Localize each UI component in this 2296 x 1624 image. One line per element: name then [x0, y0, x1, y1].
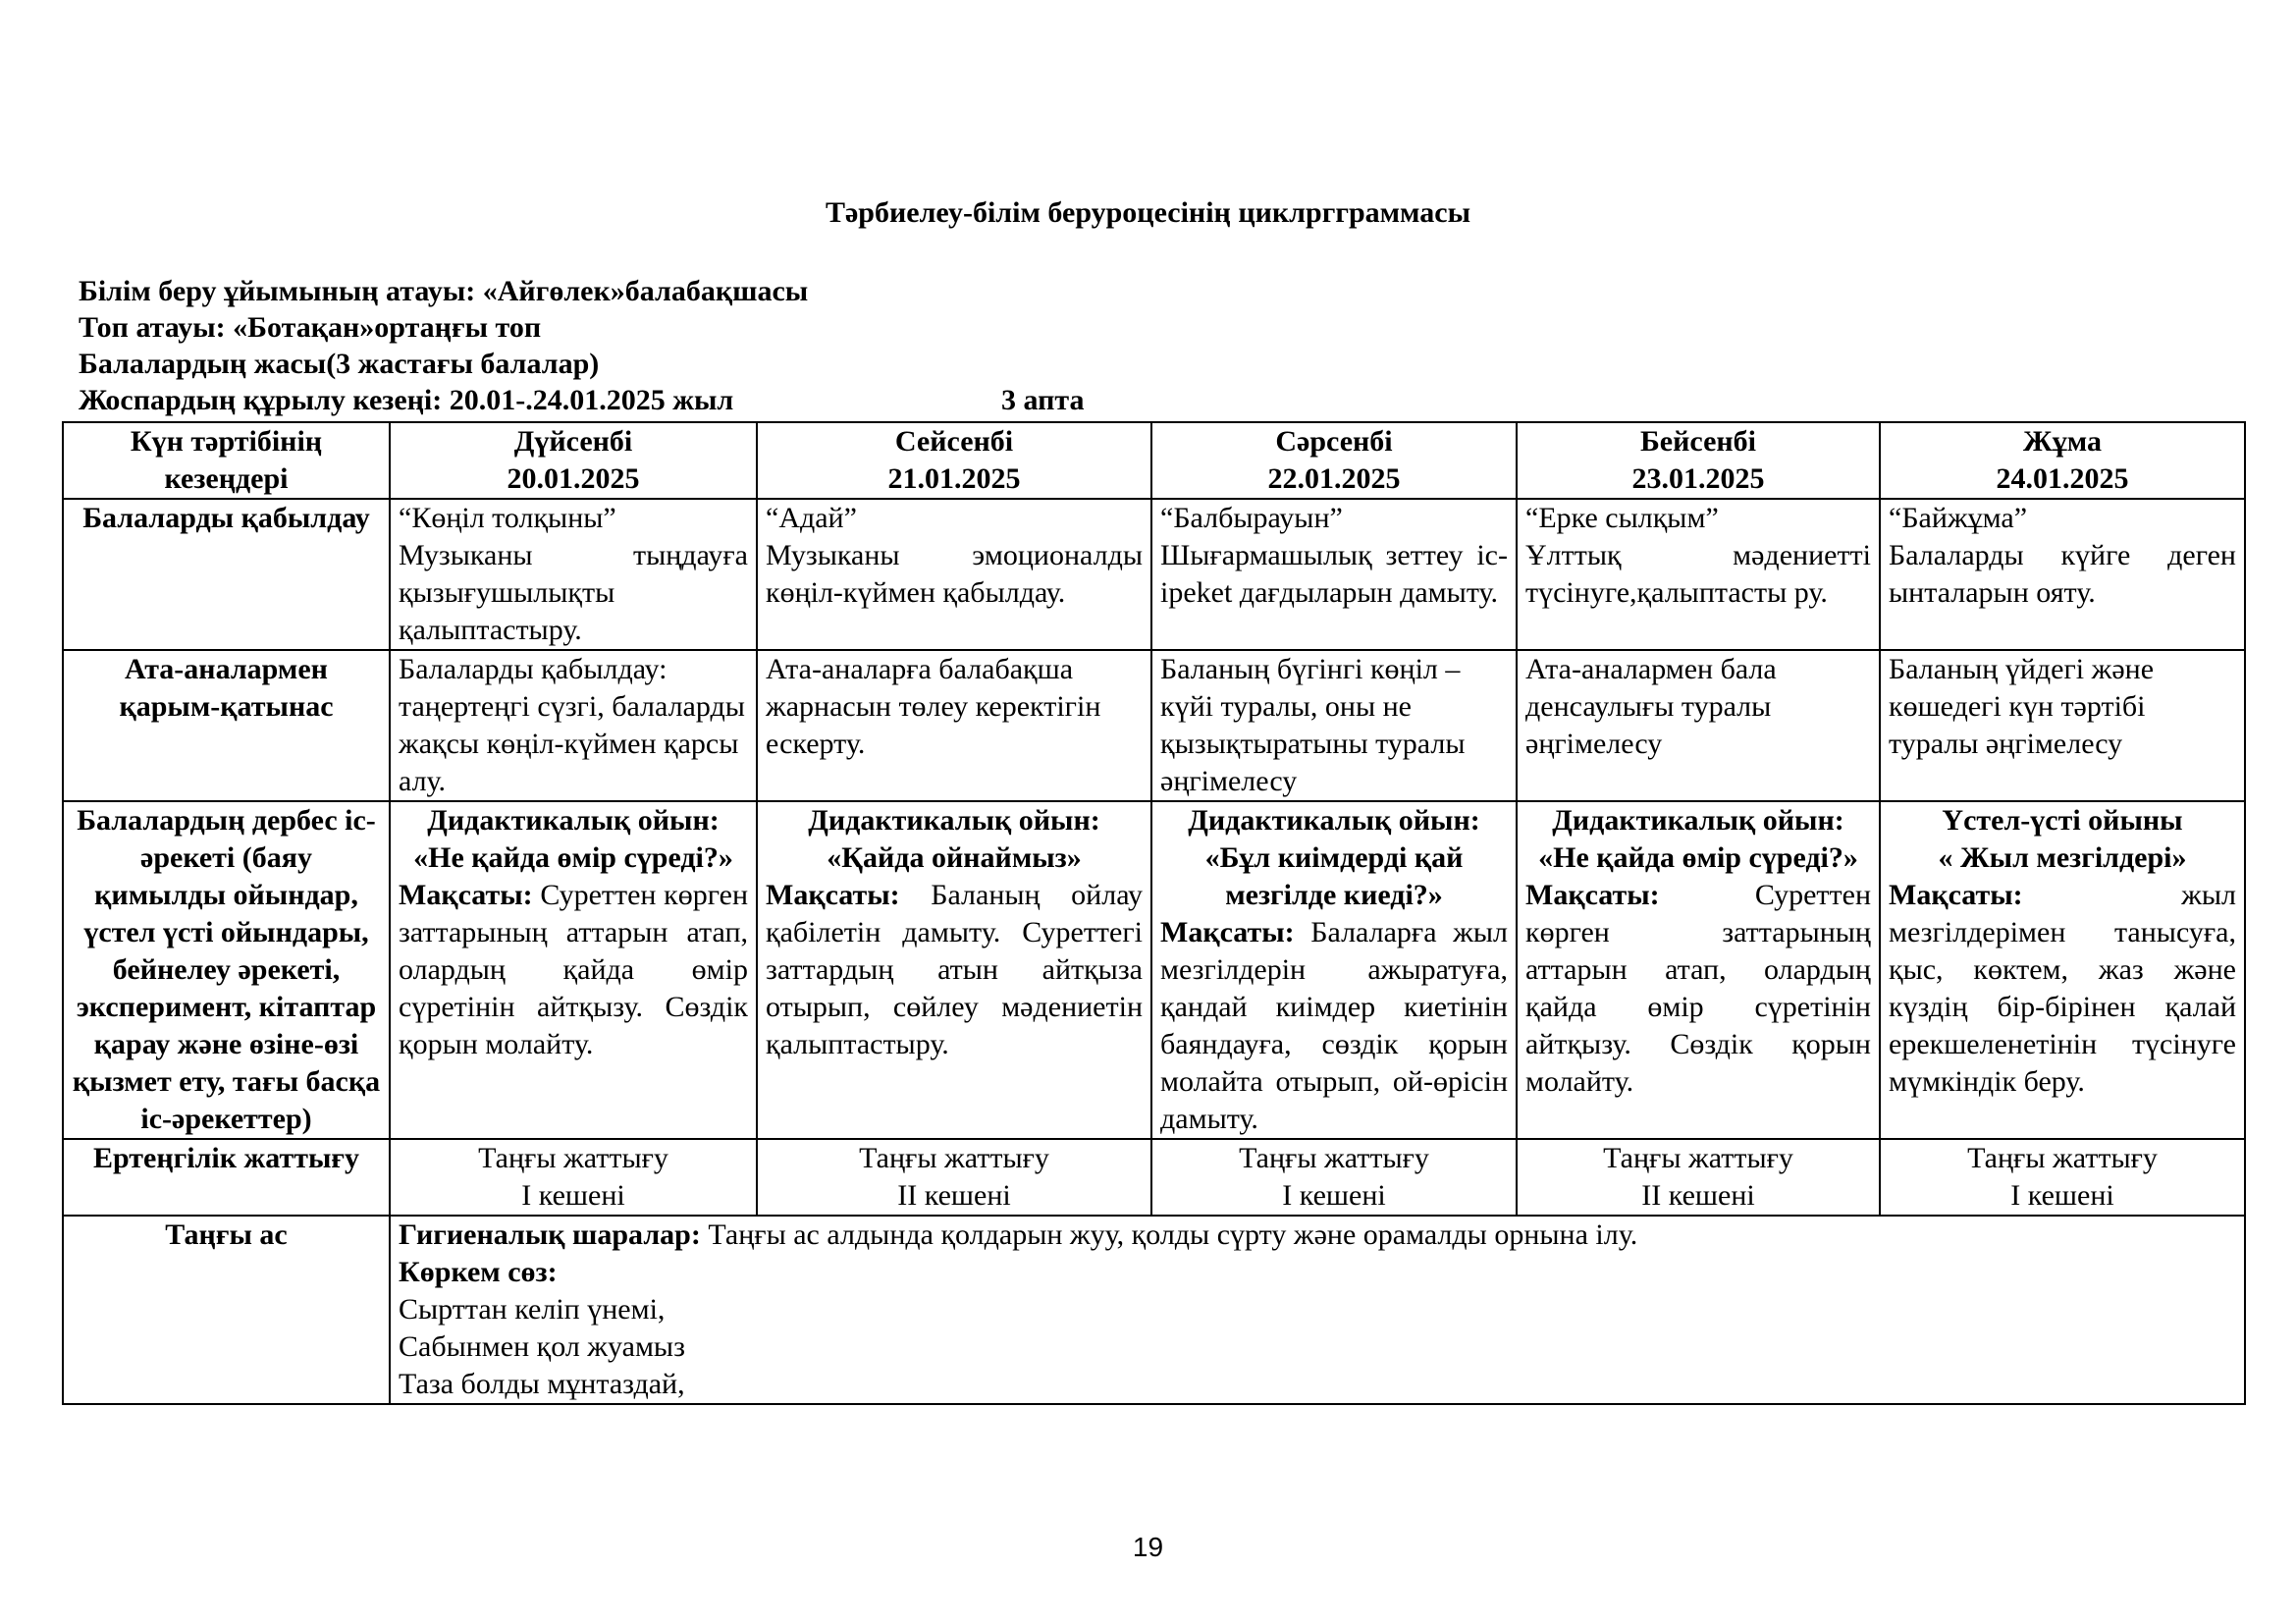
hygiene-text: Таңғы ас алдында қолдарын жуу, қолды сүрту және орамалды орнына ілу.: [708, 1218, 1638, 1251]
game-type: Үстел-үсті ойыны: [1942, 804, 2183, 837]
exercise-set: ІІ кешені: [897, 1179, 1011, 1212]
game-name: «Бұл киімдерді қай мезгілде киеді?»: [1204, 841, 1464, 911]
day-cell: [1517, 650, 1880, 801]
day-date: 20.01.2025: [507, 462, 640, 495]
day-name: Сейсенбі: [894, 425, 1014, 458]
day-cell: [1151, 801, 1517, 1139]
day-date: 22.01.2025: [1267, 462, 1401, 495]
day-name: Бейсенбі: [1639, 425, 1757, 458]
age-line: Балалардың жасы(3 жастағы балалар): [79, 348, 600, 380]
day-cell: [1880, 801, 2245, 1139]
week-number: 3 апта: [1001, 384, 1085, 416]
exercise-title: Таңғы жаттығу: [1603, 1142, 1793, 1174]
breakfast-cell: [390, 1216, 2245, 1404]
header-day-cell: [1517, 422, 1880, 499]
group-line: Топ атауы: «Ботақан»ортаңғы топ: [79, 311, 542, 344]
period-label: Таңғы ас: [165, 1218, 288, 1251]
period-cell: [63, 1216, 390, 1404]
day-date: 24.01.2025: [1996, 462, 2129, 495]
goal-text: Суреттен көрген заттарының аттарын атап, олардың қайда өмір сүретінін айтқызу. Сөздік қорын молайту.: [399, 879, 748, 1060]
period-cell: [63, 499, 390, 650]
song-title: “Ерке сылқым”: [1525, 502, 1719, 534]
game-type: Дидактикалық ойын:: [1188, 804, 1480, 837]
cell-text: Балаларды күйге деген ынталарын ояту.: [1889, 539, 2236, 609]
exercise-title: Таңғы жаттығу: [478, 1142, 668, 1174]
goal-label: Мақсаты:: [399, 879, 533, 911]
song-title: “Байжұма”: [1889, 502, 2028, 534]
header-day-cell: [757, 422, 1151, 499]
cell-text: Музыканы эмоционалды көңіл-күймен қабылдау.: [766, 539, 1143, 609]
song-title: “Көңіл толқыны”: [399, 502, 616, 534]
day-name: Дүйсенбі: [513, 425, 633, 458]
goal-paragraph: [1160, 914, 1508, 1138]
game-name: « Жыл мезгілдері»: [1938, 841, 2187, 874]
game-name: «Не қайда өмір сүреді?»: [413, 841, 733, 874]
exercise-title: Таңғы жаттығу: [1239, 1142, 1429, 1174]
day-cell: [1151, 650, 1517, 801]
poem-line: Сабынмен қол жуамыз: [399, 1330, 685, 1363]
day-cell: [390, 650, 757, 801]
period-label: Ертеңгілік жаттығу: [92, 1142, 360, 1174]
goal-text: Балаларға жыл мезгілдерін ажыратуға, қандай киімдер киетінін баяндауға, сөздік қорын молайта отырып, ой-өрісін дамыту.: [1160, 916, 1508, 1135]
breakfast-row: [63, 1216, 2245, 1404]
goal-paragraph: [1889, 877, 2236, 1101]
header-period-cell: [63, 422, 390, 499]
header-day-cell: [1151, 422, 1517, 499]
day-name: Жұма: [2023, 425, 2102, 458]
poem-line: Таза болды мұнтаздай,: [399, 1368, 685, 1400]
day-cell: [1517, 801, 1880, 1139]
goal-text: жыл мезгілдерімен танысуға, қыс, көктем, жаз және күздің бір-бірінен қалай ерекшеленетінін түсінуге мүмкіндік беру.: [1889, 879, 2236, 1098]
period-cell: [63, 650, 390, 801]
activity-row: [63, 801, 2245, 1139]
song-title: “Балбырауын”: [1160, 502, 1343, 534]
day-date: 23.01.2025: [1631, 462, 1765, 495]
cell-text: Музыканы тыңдауға қызығушылықты қалыптастыру.: [399, 539, 748, 646]
day-cell: [1880, 1139, 2245, 1216]
goal-paragraph: [766, 877, 1143, 1063]
exercise-set: ІІ кешені: [1641, 1179, 1755, 1212]
schedule-table: [62, 421, 2246, 1405]
hygiene-paragraph: [399, 1217, 2236, 1254]
goal-text: Суреттен көрген заттарының аттарын атап, олардың қайда өмір сүретінін айтқызу. Сөздік қорын молайту.: [1525, 879, 1871, 1098]
game-type: Дидактикалық ойын:: [1552, 804, 1844, 837]
cell-text: Балаларды қабылдау: таңертеңгі сүзгі, балаларды жақсы көңіл-күймен қарсы алу.: [399, 653, 745, 797]
exercise-title: Таңғы жаттығу: [1967, 1142, 2158, 1174]
cell-text: Ұлттық мәдениетті түсінуге,қалыптасты ру.: [1525, 539, 1871, 609]
cell-text: Шығармашылық зеттеу іс-іреket дағдыларын дамыту.: [1160, 539, 1508, 609]
document-meta: [79, 273, 1085, 418]
day-cell: [390, 1139, 757, 1216]
day-cell: [390, 499, 757, 650]
period-line: [79, 382, 1085, 418]
day-cell: [390, 801, 757, 1139]
header-day-cell: [1880, 422, 2245, 499]
cell-text: Баланың үйдегі және көшедегі күн тәртібі туралы әңгімелесу: [1889, 653, 2155, 760]
day-cell: [1151, 1139, 1517, 1216]
day-cell: [1880, 650, 2245, 801]
period-label: Балалардың дербес іс-әрекеті (баяу қимылды ойындар, үстел үсті ойындары, бейнелеу әрекеті, эксперимент, кітаптар қарау және өзіне-өзі қызмет ету, тағы басқа іс-әрекеттер): [72, 804, 381, 1135]
exercise-title: Таңғы жаттығу: [859, 1142, 1049, 1174]
day-cell: [1151, 499, 1517, 650]
header-row: [63, 422, 2245, 499]
period-text: Жоспардың құрылу кезеңі: 20.01-.24.01.2025 жыл: [79, 384, 734, 416]
period-cell: [63, 1139, 390, 1216]
goal-label: Мақсаты:: [766, 879, 900, 911]
goal-label: Мақсаты:: [1889, 879, 2023, 911]
goal-label: Мақсаты:: [1525, 879, 1660, 911]
goal-paragraph: [1525, 877, 1871, 1101]
cell-text: Баланың бүгінгі көңіл – күйі туралы, оны не қызықтыратыны туралы әңгімелесу: [1160, 653, 1466, 797]
day-cell: [1517, 499, 1880, 650]
game-name: «Не қайда өмір сүреді?»: [1538, 841, 1858, 874]
page-number: 19: [1132, 1532, 1164, 1562]
cell-text: Ата-аналармен бала денсаулығы туралы әңгімелесу: [1525, 653, 1777, 760]
reception-row: [63, 499, 2245, 650]
day-cell: [757, 650, 1151, 801]
exercise-set: І кешені: [1282, 1179, 1386, 1212]
goal-paragraph: [399, 877, 748, 1063]
header-day-cell: [390, 422, 757, 499]
game-name: «Қайда ойнаймыз»: [827, 841, 1082, 874]
goal-text: Баланың ойлау қабілетін дамыту. Суреттегі заттардың атын айтқыза отырып, сөйлеу мәдениетін қалыптастыру.: [766, 879, 1143, 1060]
goal-label: Мақсаты:: [1160, 916, 1295, 948]
day-cell: [757, 801, 1151, 1139]
poem-line: Сырттан келіп үнемі,: [399, 1293, 666, 1326]
cell-text: Ата-аналарға балабақша жарнасын төлеу керектігін ескерту.: [766, 653, 1101, 760]
parents-row: [63, 650, 2245, 801]
page-title: Тәрбиелеу-білім беруроцесінің циклргграммасы: [825, 196, 1471, 229]
exercise-set: І кешені: [521, 1179, 625, 1212]
organization-line: Білім беру ұйымының атауы: «Айгөлек»балабақшасы: [79, 275, 809, 307]
day-name: Сәрсенбі: [1275, 425, 1393, 458]
game-type: Дидактикалық ойын:: [427, 804, 720, 837]
day-cell: [757, 499, 1151, 650]
game-type: Дидактикалық ойын:: [808, 804, 1100, 837]
header-period-label: Күн тәртібінің кезеңдері: [130, 425, 323, 495]
song-title: “Адай”: [766, 502, 857, 534]
day-cell: [1880, 499, 2245, 650]
period-label: Балаларды қабылдау: [82, 502, 370, 534]
period-label: Ата-аналармен қарым-қатынас: [119, 653, 334, 723]
day-cell: [757, 1139, 1151, 1216]
day-date: 21.01.2025: [887, 462, 1021, 495]
exercise-set: І кешені: [2010, 1179, 2114, 1212]
exercise-row: [63, 1139, 2245, 1216]
period-cell: [63, 801, 390, 1139]
poem-label: Көркем сөз:: [399, 1256, 558, 1288]
day-cell: [1517, 1139, 1880, 1216]
hygiene-label: Гигиеналық шаралар:: [399, 1218, 701, 1251]
